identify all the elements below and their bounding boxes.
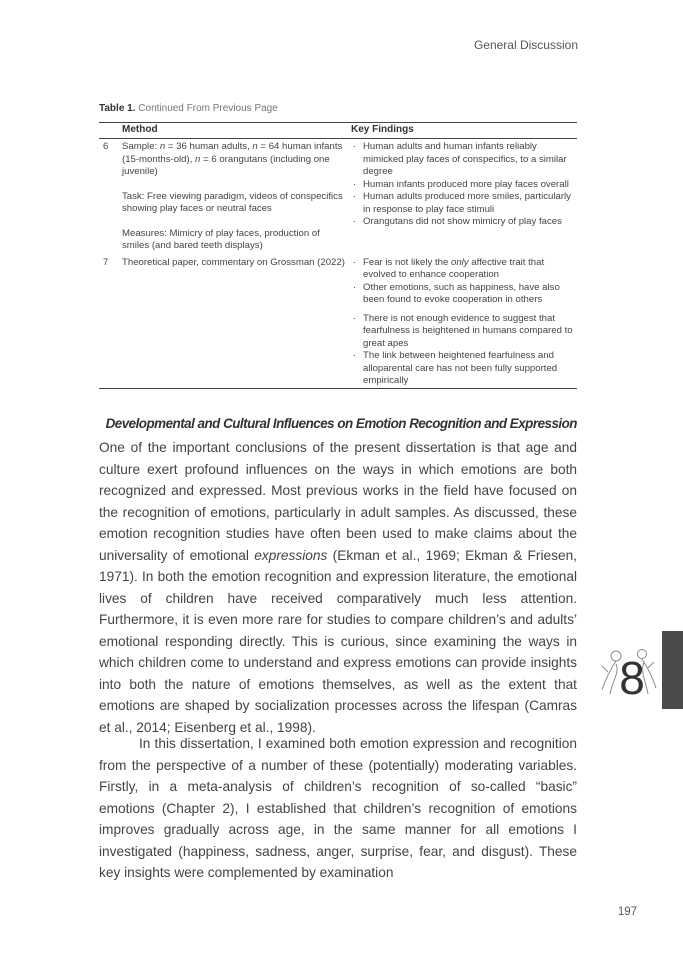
row-method bbox=[122, 257, 351, 388]
chapter-thumb-tab bbox=[662, 631, 683, 709]
row-method bbox=[122, 141, 351, 255]
table-row bbox=[99, 255, 577, 388]
body-paragraph-2: In this dissertation, I examined both emotion expression and recognition from the perspective of a number of these (potentially) moderating variables. Firstly, in a meta-analysis of children’s recognition of so-called “basic” emotions (Chapter 2), I established that children’s recognition of emotions improves gradually across age, in the same manner for all emotions I investigated (happiness, sadness, anger, surprise, fear, and disgust). These key insights were complemented by examination bbox=[99, 736, 577, 880]
finding-item: · Human adults and human infants reliably mimicked play faces of conspecifics, to a similar degree bbox=[351, 141, 577, 179]
table-header-row bbox=[99, 123, 577, 139]
table-row bbox=[99, 139, 577, 255]
method-measures: Measures: Mimicry of play faces, production of smiles (and bared teeth displays) bbox=[122, 227, 320, 251]
header-findings: Key Findings bbox=[351, 124, 414, 136]
finding-item: · Fear is not likely the only affective trait that evolved to enhance cooperation bbox=[351, 257, 577, 282]
table-caption bbox=[99, 103, 278, 114]
table-caption-text: Continued From Previous Page bbox=[138, 103, 278, 114]
finding-item: · There is not enough evidence to suggest that fearfulness is heightened in humans compared to great apes bbox=[351, 313, 577, 351]
header-method: Method bbox=[122, 124, 158, 136]
method-sample: Sample: n = 36 human adults, n = 64 human infants (15-months-old), n = 6 orangutans (including one juvenile) bbox=[122, 141, 343, 177]
chapter-number: 8 bbox=[619, 652, 645, 700]
findings-table bbox=[99, 122, 577, 389]
method-task: Task: Free viewing paradigm, videos of conspecifics showing play faces or neutral faces bbox=[122, 190, 343, 214]
finding-item: · Human adults produced more smiles, particularly in response to play face stimuli bbox=[351, 191, 577, 216]
chapter-number-decoration bbox=[598, 642, 658, 700]
row-number: 7 bbox=[103, 256, 109, 268]
decorative-figure-body-icon bbox=[602, 661, 617, 694]
table-caption-label: Table 1. bbox=[99, 103, 136, 114]
section-heading: Developmental and Cultural Influences on Emotion Recognition and Expression bbox=[105, 416, 577, 431]
method-text: Theoretical paper, commentary on Grossman (2022) bbox=[122, 256, 345, 268]
row-findings bbox=[351, 141, 577, 255]
row-number: 6 bbox=[103, 141, 109, 152]
body-paragraph-1: One of the important conclusions of the present dissertation is that age and culture exert profound influences on the ways in which emotions are both recognized and expressed. Most previous works in the field have focused on the recognition of emotions, particularly in adult samples. As discussed, these emotion recognition studies have often been used to make claims about the universality of emotional expressions (Ekman et al., 1969; Ekman & Friesen, 1971). In both the emotion recognition and expression literature, the emotional lives of children have received comparatively much less attention. Furthermore, it is even more rare for studies to compare children’s and adults’ emotional responding directly. This is curious, since examining the ways in which children come to understand and express emotions can provide insights into both the nature of emotions themselves, as well as the extent that emotions are shaped by socialization processes across the lifespan (Camras et al., 2014; Eisenberg et al., 1998). bbox=[99, 440, 577, 735]
finding-item: · The link between heightened fearfulness and alloparental care has not been fully supported empirically bbox=[351, 350, 577, 388]
page-number: 197 bbox=[617, 906, 637, 918]
running-head: General Discussion bbox=[473, 38, 578, 52]
row-findings bbox=[351, 257, 577, 388]
finding-item: · Human infants produced more play faces overall bbox=[351, 179, 577, 192]
finding-item: · Other emotions, such as happiness, have also been found to evoke cooperation in others bbox=[351, 282, 577, 307]
finding-item: · Orangutans did not show mimicry of play faces bbox=[351, 216, 577, 229]
